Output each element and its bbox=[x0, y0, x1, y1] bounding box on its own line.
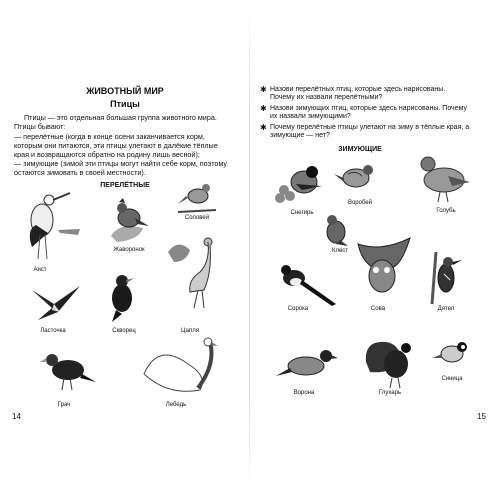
nightingale-illustration bbox=[176, 176, 218, 214]
asterisk-icon: ✱ bbox=[260, 85, 267, 94]
question-3: ✱ Почему перелётные птицы улетают на зиму в тёплые края, а зимующие — нет? bbox=[260, 123, 470, 140]
caption-skylark: Жаворонок bbox=[113, 247, 145, 253]
caption-stork: Аист bbox=[33, 267, 47, 273]
migratory-definition: — перелётные (когда в конце осени заканчивается корм, которым они питаются, эти птицы улетают в далёкие тёплые края и возвращаются обратно на родину лишь весной); bbox=[14, 132, 218, 159]
question-1: ✱ Назови перелётных птиц, которые здесь нарисованы. Почему их назвали перелётными? bbox=[260, 85, 446, 102]
capercaillie-illustration bbox=[362, 332, 418, 388]
bullfinch-illustration bbox=[272, 160, 326, 206]
caption-magpie: Сорока bbox=[287, 306, 309, 312]
woodpecker-illustration bbox=[426, 252, 466, 304]
caption-sparrow: Воробей bbox=[347, 200, 373, 206]
page-number-left: 14 bbox=[12, 412, 21, 421]
swallow-illustration bbox=[28, 282, 84, 322]
caption-tit: Синица bbox=[441, 376, 463, 382]
question-2: ✱ Назови зимующих птиц, которые здесь нарисованы. Почему их назвали зимующими? bbox=[260, 104, 467, 121]
caption-swan: Лебедь bbox=[165, 402, 187, 408]
caption-nightingale: Соловей bbox=[184, 215, 210, 221]
caption-bullfinch: Снегирь bbox=[290, 210, 314, 216]
crossbill-illustration bbox=[318, 212, 352, 248]
intro-paragraph: Птицы — это отдельная большая группа животного мира. Птицы бывают: bbox=[14, 113, 217, 131]
caption-owl: Сова bbox=[370, 306, 386, 312]
caption-swallow: Ласточка bbox=[40, 328, 66, 334]
section-title-wintering: ЗИМУЮЩИЕ bbox=[338, 146, 382, 153]
rook-illustration bbox=[40, 346, 96, 392]
caption-heron: Цапля bbox=[181, 328, 199, 334]
asterisk-icon: ✱ bbox=[260, 104, 267, 113]
caption-capercaillie: Глухарь bbox=[378, 390, 402, 396]
page-fold bbox=[249, 8, 250, 492]
heron-illustration bbox=[160, 232, 220, 308]
magpie-illustration bbox=[276, 262, 336, 306]
stork-illustration bbox=[18, 185, 80, 261]
starling-illustration bbox=[104, 270, 140, 322]
asterisk-icon: ✱ bbox=[260, 123, 267, 132]
caption-starling: Скворец bbox=[112, 328, 136, 334]
page-heading: ЖИВОТНЫЙ МИР bbox=[86, 86, 164, 96]
skylark-illustration bbox=[105, 196, 153, 246]
owl-illustration bbox=[352, 234, 414, 300]
caption-woodpecker: Дятел bbox=[437, 306, 455, 312]
sparrow-illustration bbox=[334, 160, 382, 196]
caption-rook: Грач bbox=[57, 402, 71, 408]
caption-crossbill: Клёст bbox=[331, 248, 349, 254]
swan-illustration bbox=[138, 334, 222, 396]
tit-illustration bbox=[432, 338, 476, 370]
caption-pigeon: Голубь bbox=[436, 208, 456, 214]
caption-crow: Ворона bbox=[293, 390, 315, 396]
section-title-migratory: ПЕРЕЛЁТНЫЕ bbox=[100, 182, 150, 189]
page-number-right: 15 bbox=[477, 412, 486, 421]
pigeon-illustration bbox=[414, 152, 474, 204]
page-subheading: Птицы bbox=[110, 99, 140, 109]
crow-illustration bbox=[276, 346, 338, 386]
wintering-definition: — зимующие (зимой эти птицы могут найти себе корм, поэтому остаются зимовать в своей местности). bbox=[14, 159, 228, 177]
